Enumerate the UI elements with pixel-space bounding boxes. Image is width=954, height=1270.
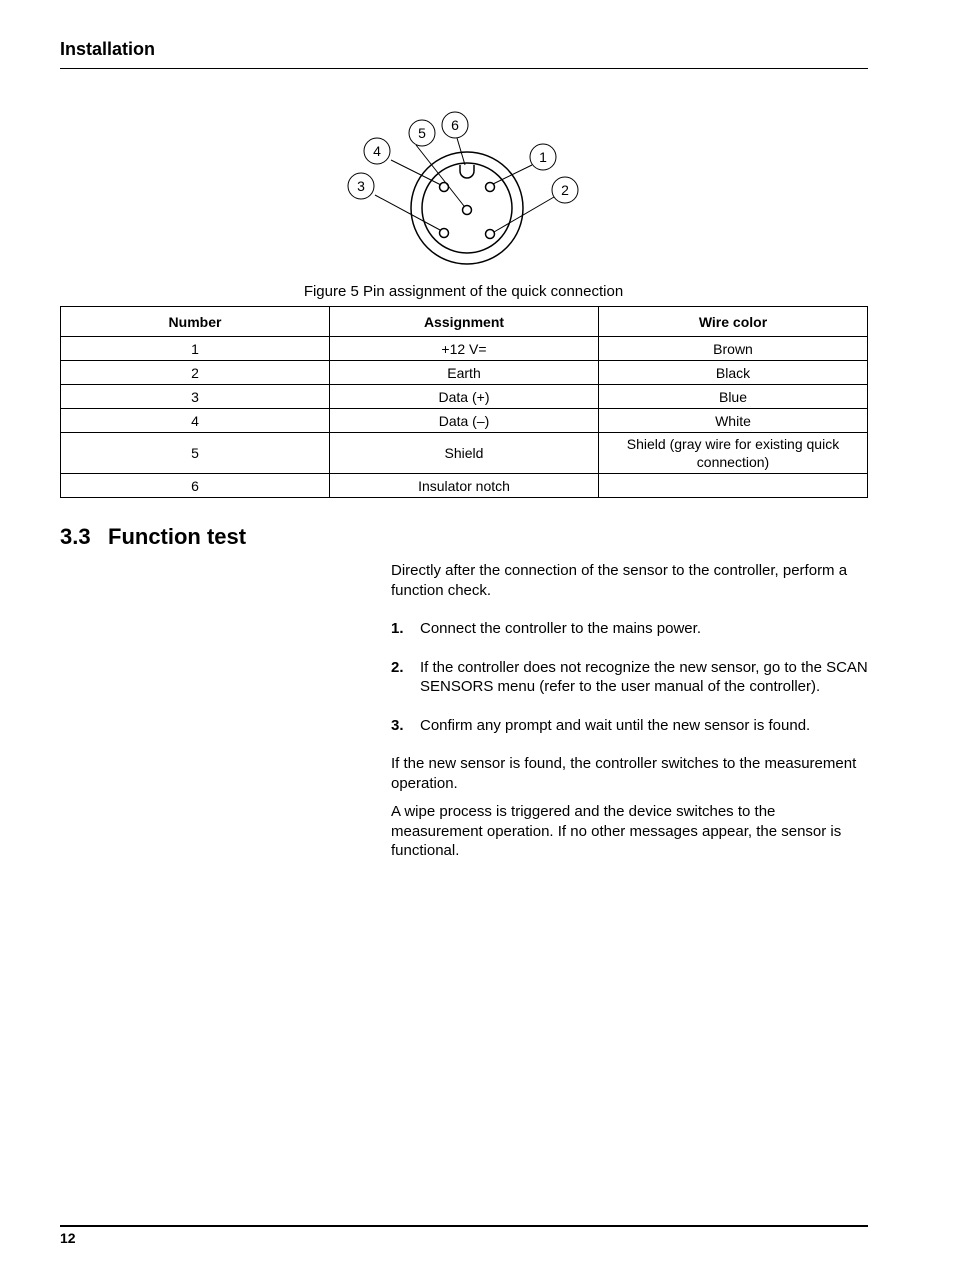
table-row: [61, 433, 868, 474]
cell-assignment: +12 V=: [330, 337, 599, 361]
pin-assignment-table: [60, 306, 868, 498]
table-row: [61, 337, 868, 361]
step-text: Connect the controller to the mains power.: [420, 620, 701, 637]
pin-label-5: [409, 120, 435, 146]
cell-number: 1: [61, 337, 330, 361]
cell-wire-color: Blue: [599, 385, 868, 409]
table-row: [61, 361, 868, 385]
connector-diagram: [340, 105, 590, 275]
list-item: [391, 658, 869, 697]
cell-number: 3: [61, 385, 330, 409]
wipe-paragraph: A wipe process is triggered and the device switches to the measurement operation. If no other messages appear, the sensor is functional.: [391, 803, 842, 859]
step-text: Confirm any prompt and wait until the new sensor is found.: [420, 716, 811, 734]
section-title: Function test: [108, 524, 247, 549]
table-row: [61, 385, 868, 409]
procedure-steps: [391, 619, 869, 735]
intro-paragraph: Directly after the connection of the sensor to the controller, perform a function check.: [391, 562, 848, 599]
cell-assignment: Data (–): [330, 409, 599, 433]
table-row: [61, 474, 868, 498]
pin-hole-5: [463, 206, 472, 215]
insulator-notch: [460, 165, 474, 178]
section-heading: [60, 524, 246, 550]
column-header-assignment: Assignment: [330, 307, 599, 337]
svg-text:1: 1: [539, 149, 547, 165]
cell-wire-color: Black: [599, 361, 868, 385]
svg-text:6: 6: [451, 117, 459, 133]
connector-pin-figure: [340, 105, 590, 275]
list-item: [391, 716, 869, 736]
svg-text:3: 3: [357, 178, 365, 194]
table-row: [61, 409, 868, 433]
step-number: 2.: [391, 658, 404, 676]
cell-number: 2: [61, 361, 330, 385]
pin-label-1: [530, 144, 556, 170]
cell-assignment: Data (+): [330, 385, 599, 409]
cell-wire-color: Shield (gray wire for existing quick connection): [599, 433, 868, 474]
cell-number: 4: [61, 409, 330, 433]
leader-line-1: [493, 165, 532, 184]
cell-number: 5: [61, 433, 330, 474]
pin-label-3: [348, 173, 374, 199]
cell-number: 6: [61, 474, 330, 498]
cell-assignment: Insulator notch: [330, 474, 599, 498]
pin-hole-2: [486, 230, 495, 239]
table-header-row: [61, 307, 868, 337]
pin-label-6: [442, 112, 468, 138]
header-divider: [60, 68, 868, 69]
svg-text:2: 2: [561, 182, 569, 198]
section-number: 3.3: [60, 524, 91, 549]
page-number: 12: [60, 1230, 76, 1246]
step-text: If the controller does not recognize the new sensor, go to the SCAN SENSORS menu (refer to the user manual of the controller).: [420, 658, 868, 695]
step-number: 3.: [391, 716, 404, 734]
footer-divider: [60, 1225, 868, 1227]
cell-wire-color: [599, 474, 868, 498]
svg-text:4: 4: [373, 143, 381, 159]
column-header-wire-color: Wire color: [599, 307, 868, 337]
cell-assignment: Shield: [330, 433, 599, 474]
result-paragraph: If the new sensor is found, the controller switches to the measurement operation.: [391, 755, 857, 792]
figure-caption: Figure 5 Pin assignment of the quick connection: [303, 283, 624, 300]
step-number: 1.: [391, 620, 404, 637]
pin-hole-3: [440, 229, 449, 238]
page-header-title: Installation: [60, 39, 156, 59]
pin-label-2: [552, 177, 578, 203]
cell-assignment: Earth: [330, 361, 599, 385]
cell-wire-color: White: [599, 409, 868, 433]
leader-line-2: [494, 197, 554, 232]
column-header-number: Number: [61, 307, 330, 337]
list-item: [391, 619, 869, 639]
cell-wire-color: Brown: [599, 337, 868, 361]
leader-line-3: [375, 195, 440, 230]
svg-text:5: 5: [418, 125, 426, 141]
pin-label-4: [364, 138, 390, 164]
section-body: [391, 561, 869, 861]
